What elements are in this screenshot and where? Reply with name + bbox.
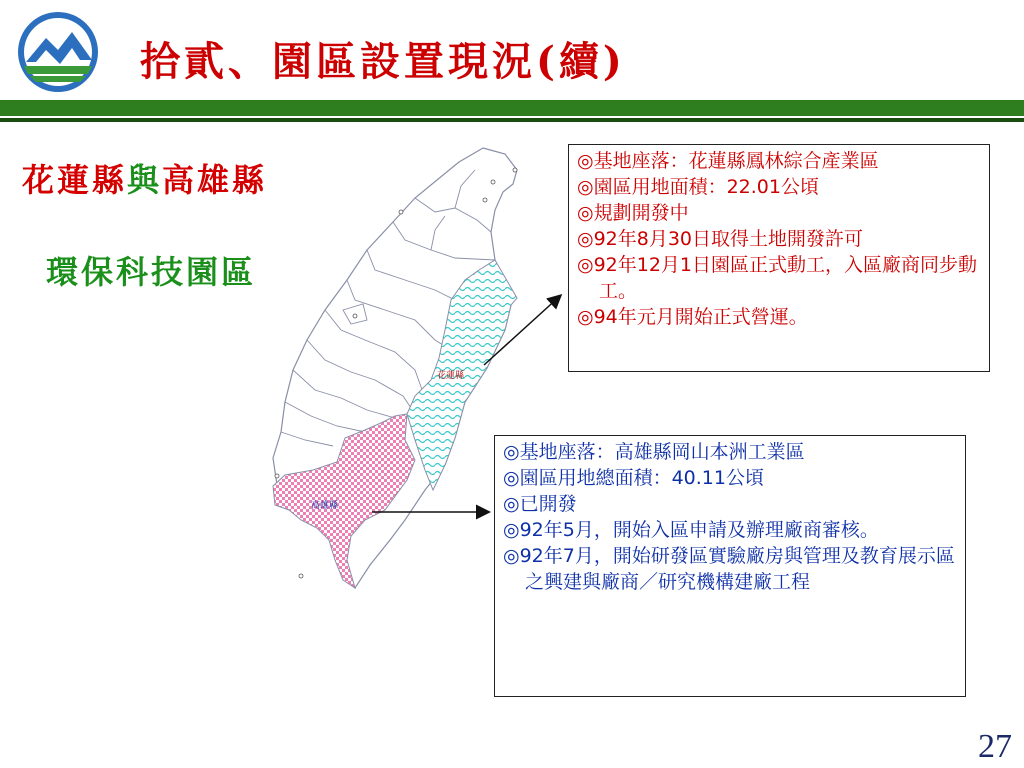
page-title: 拾貳、園區設置現況(續): [140, 38, 626, 85]
map-label-kaohsiung: 高雄縣: [311, 501, 339, 511]
map-label-hualien: 花蓮縣: [437, 371, 465, 381]
heading-hualien: 花蓮縣: [22, 161, 128, 199]
hualien-info-box: [568, 144, 990, 372]
hualien-info-item: ◎基地座落：花蓮縣鳳林綜合產業區: [577, 150, 879, 172]
section-subtitle: 環保科技園區: [46, 253, 257, 291]
kaohsiung-info-item: ◎已開發: [503, 493, 577, 515]
kaohsiung-info-item: ◎基地座落：高雄縣岡山本洲工業區: [503, 441, 805, 463]
hualien-info-item: ◎92年12月1日園區正式動工，入區廠商同步動工。: [577, 254, 978, 302]
kaohsiung-info-box: [494, 435, 966, 697]
hualien-info-item: ◎規劃開發中: [577, 202, 689, 224]
logo-icon: [16, 10, 100, 94]
heading-kaohsiung: 高雄縣: [162, 161, 268, 199]
kaohsiung-info-item: ◎園區用地總面積：40.11公頃: [503, 467, 764, 489]
kaohsiung-info-item: ◎92年5月，開始入區申請及辦理廠商審核。: [503, 519, 879, 541]
page-number: 27: [978, 728, 1012, 765]
hualien-info-item: ◎園區用地面積：22.01公頃: [577, 176, 819, 198]
kaohsiung-info-item: ◎92年7月，開始研發區實驗廠房與管理及教育展示區之興建與廠商／研究機構建廠工程: [503, 545, 955, 593]
hualien-info-item: ◎94年元月開始正式營運。: [577, 306, 808, 328]
title-divider-bar: [0, 100, 1024, 116]
heading-and: 與: [127, 161, 163, 199]
section-heading: [22, 155, 267, 201]
title-divider-line: [0, 118, 1024, 122]
hualien-info-item: ◎92年8月30日取得土地開發許可: [577, 228, 864, 250]
